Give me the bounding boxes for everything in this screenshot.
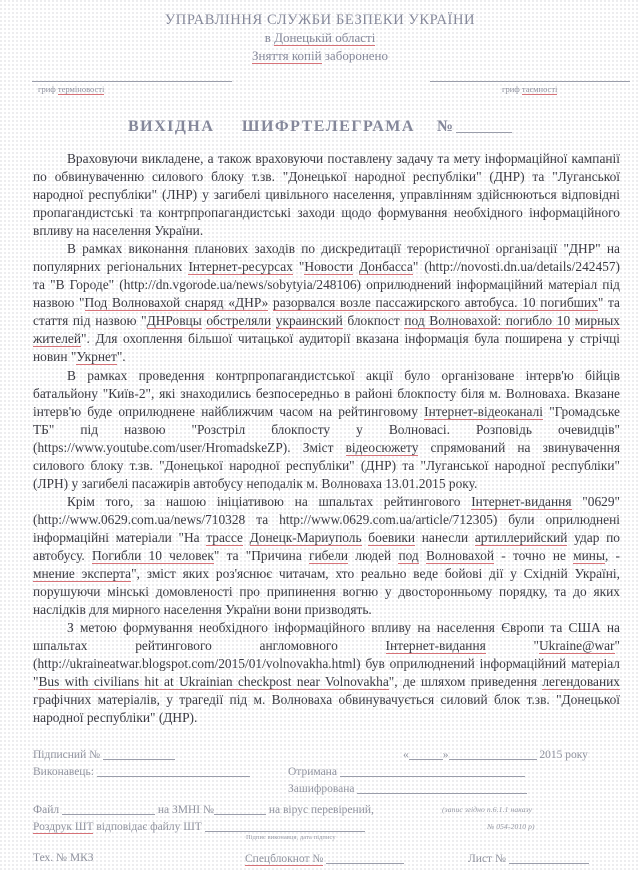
body-paragraph-1: Враховуючи викладене, а також враховуючи поставлену задачу та мету інформаційної кампанії по обвинуваченню силового блоку т.зв. "Донецької народної республіки" (ДНР) та "Луганської народної республіки" (ЛНР) у загибелі цивільного населення, управлінням здійснюються відповідні пропагандистські та контрпропагандистські заходи щодо формування необхідного інформаційного впливу на населення України. xyxy=(33,151,620,239)
storage-medium-number-input[interactable] xyxy=(214,803,266,815)
received-label: Отримана xyxy=(288,766,337,778)
date-field xyxy=(403,748,588,761)
printout-label: Роздрук ШТ xyxy=(33,821,94,833)
copy-prohibited-line xyxy=(0,47,640,65)
sheet-input[interactable] xyxy=(509,852,589,864)
printout-input[interactable] xyxy=(205,820,365,832)
encrypted-field xyxy=(288,782,527,795)
document-title-word-outgoing: ВИХІДНА xyxy=(127,118,215,136)
storage-medium-number-label: № xyxy=(202,804,214,816)
document-header xyxy=(0,0,640,136)
specnotebook-label: Спецблокнот № xyxy=(245,853,324,865)
executor-label: Виконавець: xyxy=(33,766,94,778)
signed-number-field xyxy=(33,748,175,761)
organization-region-line xyxy=(0,29,640,47)
encrypted-input[interactable] xyxy=(357,782,527,794)
specnotebook-input[interactable] xyxy=(326,852,404,864)
printout-matches-label: відповідає файлу ШТ xyxy=(96,821,202,833)
executor-input[interactable] xyxy=(97,765,250,777)
document-title xyxy=(0,118,640,136)
tech-number-field xyxy=(33,852,94,864)
received-input[interactable] xyxy=(340,765,525,777)
urgency-stamp-field[interactable] xyxy=(32,72,232,94)
date-quote-close: » xyxy=(442,749,449,761)
secrecy-stamp-caption: гриф таємності xyxy=(502,84,558,95)
urgency-stamp-rule xyxy=(32,72,232,82)
signature-caption: Підпис виконавця, дата підпису xyxy=(246,834,336,841)
document-number-label: № xyxy=(436,118,454,136)
file-label: Файл xyxy=(33,804,60,816)
classification-stamps-row xyxy=(0,72,640,98)
document-title-word-ciphertelegram: ШИФРТЕЛЕГРАМА xyxy=(241,118,415,136)
tech-number-label: Тех. № МКЗ xyxy=(33,852,94,864)
date-month-input[interactable] xyxy=(449,748,537,760)
virus-checked-label: на вірус перевірений, xyxy=(268,804,374,816)
signed-number-label: Підписний № xyxy=(33,749,101,761)
date-day-input[interactable] xyxy=(409,748,443,760)
file-input[interactable] xyxy=(62,803,155,815)
document-body xyxy=(33,150,620,727)
copy-prohibited-notice: Зняття копій заборонено xyxy=(251,48,389,64)
body-paragraph-3: В рамках проведення контрпропагандистської акції було організоване інтерв'ю бійців батальйону "Київ-2", які знаходились безпосередньо в районі блокпосту біля м. Волноваха. Вказане інтерв'ю буде оприлюднене найближчим часом на рейтинговому Інтернет-відеоканалі "Громадське ТБ" під назвою "Розстріл блокпосту у Волновасі. Розповідь очевидців" (https://www.youtube.com/user/HromadskeZP). Зміст відеосюжету спрямований на звинувачення силового блоку т.зв. "Донецької народної республіки" (ДНР) та "Луганської народної республіки" (ЛРН) у загибелі пасажирів автобусу неподалік м. Волноваха 13.01.2015 року. xyxy=(33,367,620,491)
date-year-label: 2015 року xyxy=(539,749,588,761)
order-note-line-1: (запис згідно п.6.1.1 наказу xyxy=(442,805,533,814)
sheet-field xyxy=(468,852,589,865)
printout-field xyxy=(33,820,365,833)
order-note-line-2: № 054-2010 р) xyxy=(487,822,535,831)
urgency-stamp-caption: гриф терміновості xyxy=(38,84,105,95)
date-quote-open: « xyxy=(403,749,409,761)
received-field xyxy=(288,765,525,778)
sheet-label: Лист № xyxy=(468,853,506,865)
body-paragraph-5: З метою формування необхідного інформаційного впливу на населення Європи та США на шпальтах рейтингового англомовного Інтернет-видання "Ukraine@war" (http://ukraineatwar.blogspot.com/2015/01/volnovakha.html) був оприлюднений інформаційний матеріал "Bus with civilians hit at Ukrainian checkpost near Volnovakha", де шляхом приведення легендованих графічних матеріалів, у трагедії під м. Волноваха обвинувачується силовий блок т.зв. "Донецької народної республіки" (ДНР). xyxy=(33,619,620,726)
organization-name: УПРАВЛІННЯ СЛУЖБИ БЕЗПЕКИ УКРАЇНИ xyxy=(164,12,476,28)
secrecy-stamp-field[interactable] xyxy=(430,72,630,94)
body-paragraph-2: В рамках виконання планових заходів по дискредитації терористичної організації "ДНР" на популярних регіональних Інтернет-ресурсах "Новости Донбасса" (http://novosti.dn.ua/details/242457) та "В Городе" (http://dn.vgorode.ua/news/sobytyia/248106) оприлюднений інформаційний матеріал під назвою "Под Волновахой снаряд «ДНР» разорвался возле пассажирского автобуса. 10 погибших" та стаття під назвою "ДНРовцы обстреляли украинский блокпост под Волновахой: погибло 10 мирных жителей". Для охоплення більшої читацької аудиторії вказана інформація була поширена у стрічці новин "Укрнет". xyxy=(33,241,620,365)
organization-region: в Донецькій області xyxy=(264,30,376,46)
signed-number-input[interactable] xyxy=(103,748,175,760)
file-field xyxy=(33,803,374,816)
storage-medium-label: на ЗМНІ xyxy=(157,804,201,816)
encrypted-label: Зашифрована xyxy=(288,783,355,795)
document-number-blank[interactable] xyxy=(456,120,512,133)
body-paragraph-4: Крім того, за нашою ініціативою на шпальтах рейтингового Інтернет-видання "0629" (http://www.0629.com.ua/news/710328 та http://www.0629.com.ua/article/712305) були оприлюднені інформаційні матеріали "На трассе Донецк-Мариуполь боевики нанесли артиллерийский удар по автобусу. Погибли 10 человек" та "Причина гибели людей под Волновахой - точно не мины, - мнение эксперта", зміст яких роз'яснює читачам, хто реально веде бойові дії у Східній Україні, порушуючи мінські домовленості про припинення вогню у двосторонньому порядку, та до яких наслідків для мирного населення України вони призводять. xyxy=(33,493,621,617)
executor-field xyxy=(33,765,250,778)
secrecy-stamp-rule xyxy=(430,72,630,82)
specnotebook-field xyxy=(245,852,404,865)
